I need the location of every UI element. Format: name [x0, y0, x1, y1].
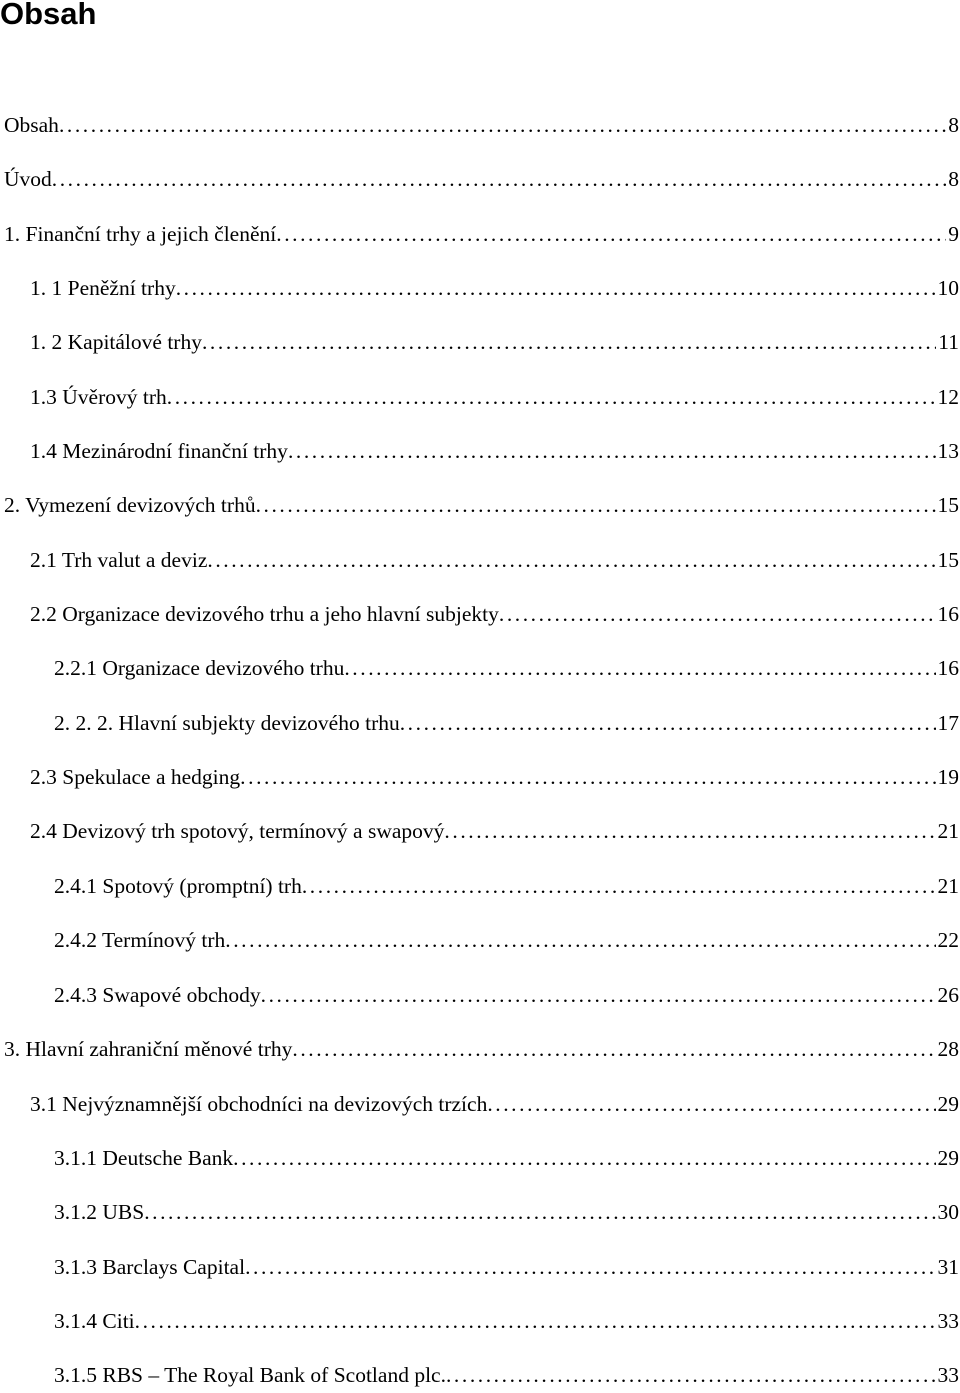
- toc-entry-title: 2.1 Trh valut a deviz: [30, 548, 208, 572]
- toc-entry[interactable]: [0, 327, 960, 357]
- toc-dot-leader: [261, 980, 936, 1010]
- toc-entry-page: 21: [937, 819, 959, 843]
- toc-entry-page: 8: [948, 113, 959, 137]
- toc-dot-leader: [400, 708, 936, 738]
- toc-entry[interactable]: [0, 925, 960, 955]
- toc-entry-page: 10: [937, 276, 959, 300]
- toc-dot-leader: [344, 653, 935, 683]
- toc-entry-page: 9: [948, 222, 959, 246]
- toc-entry[interactable]: [0, 1089, 960, 1119]
- toc-entry-title: 2.4 Devizový trh spotový, termínový a swapový: [30, 819, 445, 843]
- toc-entry-title: 3.1.5 RBS – The Royal Bank of Scotland plc.: [54, 1363, 446, 1387]
- toc-dot-leader: [52, 164, 946, 194]
- toc-dot-leader: [225, 925, 935, 955]
- toc-entry-title: 3.1.2 UBS: [54, 1200, 145, 1224]
- toc-entry[interactable]: [0, 273, 960, 303]
- toc-dot-leader: [59, 110, 946, 140]
- toc-entry-page: 29: [937, 1146, 959, 1170]
- toc-entry-title: 1. 1 Peněžní trhy: [30, 276, 176, 300]
- toc-entry-page: 15: [937, 493, 959, 517]
- toc-dot-leader: [444, 816, 935, 846]
- toc-entry[interactable]: [0, 1143, 960, 1173]
- toc-entry[interactable]: [0, 816, 960, 846]
- page-title: Obsah: [0, 0, 97, 31]
- toc-entry-title: 2.3 Spekulace a hedging: [30, 765, 241, 789]
- toc-entry[interactable]: [0, 871, 960, 901]
- toc-entry-page: 12: [937, 385, 959, 409]
- toc-dot-leader: [302, 871, 936, 901]
- toc-entry[interactable]: [0, 545, 960, 575]
- toc-dot-leader: [245, 1252, 935, 1282]
- toc-entry[interactable]: [0, 382, 960, 412]
- toc-dot-leader: [135, 1306, 936, 1336]
- toc-entry[interactable]: [0, 1252, 960, 1282]
- toc-entry-title: 3.1.1 Deutsche Bank: [54, 1146, 234, 1170]
- toc-entry-title: 3. Hlavní zahraniční měnové trhy: [4, 1037, 293, 1061]
- toc-entry[interactable]: [0, 219, 960, 249]
- toc-entry[interactable]: [0, 490, 960, 520]
- toc-entry-page: 33: [937, 1363, 959, 1387]
- toc-dot-leader: [240, 762, 935, 792]
- toc-entry-page: 29: [937, 1092, 959, 1116]
- toc-entry[interactable]: [0, 110, 960, 140]
- toc-entry-page: 11: [938, 330, 959, 354]
- toc-entry-title: 2. 2. 2. Hlavní subjekty devizového trhu: [54, 711, 400, 735]
- toc-entry-page: 33: [937, 1309, 959, 1333]
- toc-entry-title: 2.4.1 Spotový (promptní) trh: [54, 874, 302, 898]
- toc-entry-title: 3.1.4 Citi: [54, 1309, 135, 1333]
- toc-entry-page: 13: [937, 439, 959, 463]
- toc-entry-page: 16: [937, 656, 959, 680]
- toc-entry-page: 30: [937, 1200, 959, 1224]
- toc-entry-page: 16: [937, 602, 959, 626]
- toc-entry-page: 21: [937, 874, 959, 898]
- toc-entry-title: 2.4.3 Swapové obchody: [54, 983, 261, 1007]
- toc-entry-title: 2.4.2 Termínový trh: [54, 928, 226, 952]
- toc-dot-leader: [276, 219, 946, 249]
- toc-entry-title: Obsah: [4, 113, 59, 137]
- toc-dot-leader: [288, 436, 936, 466]
- toc-entry[interactable]: [0, 653, 960, 683]
- toc-entry-page: 17: [937, 711, 959, 735]
- toc-entry-title: 3.1 Nejvýznamnější obchodníci na devizových trzích: [30, 1092, 488, 1116]
- toc-dot-leader: [499, 599, 936, 629]
- toc-entry[interactable]: [0, 1360, 960, 1390]
- toc-dot-leader: [292, 1034, 935, 1064]
- toc-entry[interactable]: [0, 1306, 960, 1336]
- toc-dot-leader: [233, 1143, 935, 1173]
- toc-entry[interactable]: [0, 436, 960, 466]
- toc-entry-page: 19: [937, 765, 959, 789]
- toc-dot-leader: [144, 1197, 935, 1227]
- toc-entry-title: 1. Finanční trhy a jejich členění: [4, 222, 277, 246]
- toc-dot-leader: [202, 327, 936, 357]
- toc-dot-leader: [207, 545, 935, 575]
- toc-entry-title: 1.4 Mezinárodní finanční trhy: [30, 439, 288, 463]
- toc-dot-leader: [167, 382, 936, 412]
- toc-entry-page: 22: [937, 928, 959, 952]
- toc-dot-leader: [446, 1360, 936, 1390]
- toc-entry-title: 2.2 Organizace devizového trhu a jeho hlavní subjekty: [30, 602, 499, 626]
- toc-entry-title: 2.2.1 Organizace devizového trhu: [54, 656, 345, 680]
- toc-entry[interactable]: [0, 762, 960, 792]
- toc-entry-page: 26: [937, 983, 959, 1007]
- toc-entry[interactable]: [0, 1034, 960, 1064]
- toc-entry-title: 1. 2 Kapitálové trhy: [30, 330, 202, 354]
- toc-entry-title: 2. Vymezení devizových trhů: [4, 493, 256, 517]
- toc-entry-page: 8: [948, 167, 959, 191]
- toc-entry-page: 31: [937, 1255, 959, 1279]
- toc-entry[interactable]: [0, 599, 960, 629]
- toc-dot-leader: [176, 273, 936, 303]
- toc-entry-title: Úvod: [4, 167, 52, 191]
- toc-entry-title: 3.1.3 Barclays Capital: [54, 1255, 246, 1279]
- toc-entry[interactable]: [0, 164, 960, 194]
- toc-dot-leader: [487, 1089, 935, 1119]
- toc-entry[interactable]: [0, 1197, 960, 1227]
- toc-entry-page: 28: [937, 1037, 959, 1061]
- toc-entry[interactable]: [0, 708, 960, 738]
- toc-entry[interactable]: [0, 980, 960, 1010]
- toc-entry-page: 15: [937, 548, 959, 572]
- toc-entry-title: 1.3 Úvěrový trh: [30, 385, 167, 409]
- toc-dot-leader: [256, 490, 936, 520]
